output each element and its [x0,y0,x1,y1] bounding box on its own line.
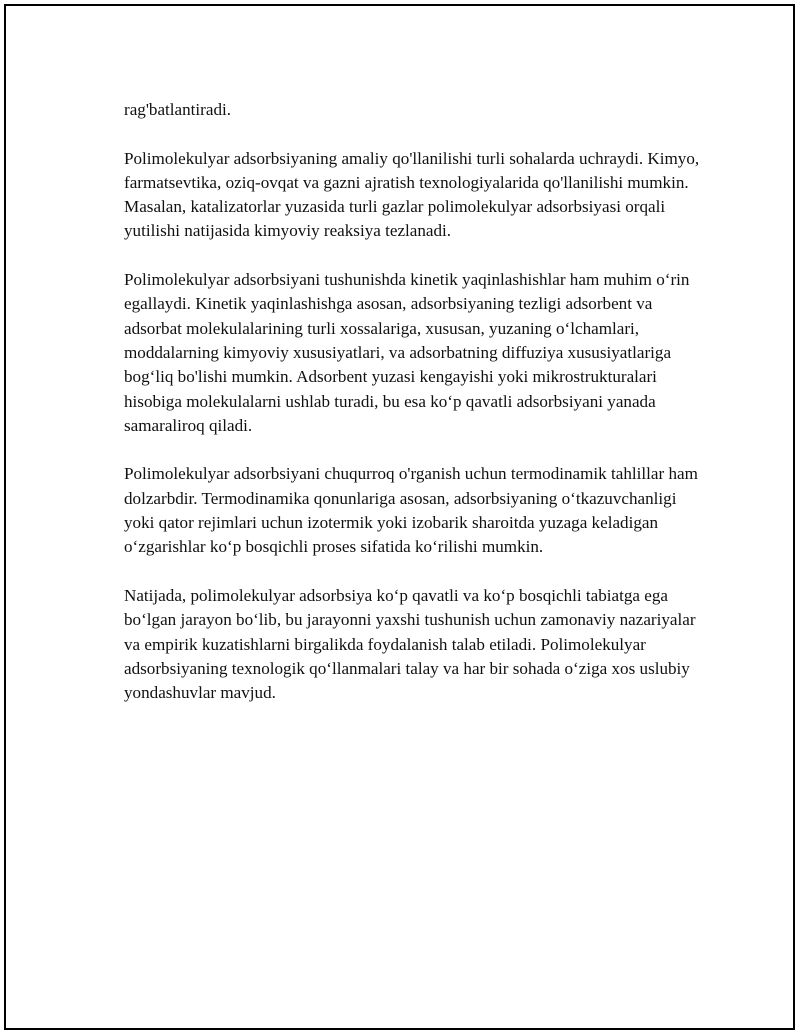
document-body [124,98,704,730]
paragraph-conclusion: Natijada, polimolekulyar adsorbsiya ko‘p qavatli va ko‘p bosqichli tabiatga ega bo‘lgan jarayon bo‘lib, bu jarayonni yaxshi tushunish uchun zamonaviy nazariyalar va empirik kuzatishlarni birgalikda foydalanish talab etiladi. Polimolekulyar adsorbsiyaning texnologik qo‘llanmalari talay va har bir sohada o‘ziga xos uslubiy yondashuvlar mavjud. [124,585,696,703]
paragraph-thermodynamics: Polimolekulyar adsorbsiyani chuqurroq o'rganish uchun termodinamik tahlillar ham dolzarbdir. Termodinamika qonunlariga asosan, adsorbsiyaning o‘tkazuvchanligi yoki qator rejimlari uchun izotermik yoki izobarik sharoitda yuzaga keladigan o‘zgarishlar ko‘p bosqichli proses sifatida ko‘rilishi mumkin. [124,464,698,557]
paragraph-applications: Polimolekulyar adsorbsiyaning amaliy qo'llanilishi turli sohalarda uchraydi. Kimyo, farmatsevtika, oziq-ovqat va gazni ajratish texnologiyalarida qo'llanilishi mumkin. Masalan, katalizatorlar yuzasida turli gazlar polimolekulyar adsorbsiyasi orqali yutilishi natijasida kimyoviy reaksiya tezlanadi. [124,148,700,241]
paragraph-continuation: rag'batlantiradi. [124,100,232,119]
page-frame [4,4,795,1030]
paragraph-kinetics: Polimolekulyar adsorbsiyani tushunishda kinetik yaqinlashishlar ham muhim o‘rin egallaydi. Kinetik yaqinlashishga asosan, adsorbsiyaning tezligi adsorbent va adsorbat molekulalarining turli xossalariga, xususan, yuzaning o‘lchamlari, moddalarning kimyoviy xususiyatlari, va adsorbatning diffuziya xususiyatlariga bog‘liq bo'lishi mumkin. Adsorbent yuzasi kengayishi yoki mikrostrukturalari hisobiga molekulalarni ushlab turadi, bu esa ko‘p qavatli adsorbsiyani yanada samaraliroq qiladi. [124,270,690,435]
